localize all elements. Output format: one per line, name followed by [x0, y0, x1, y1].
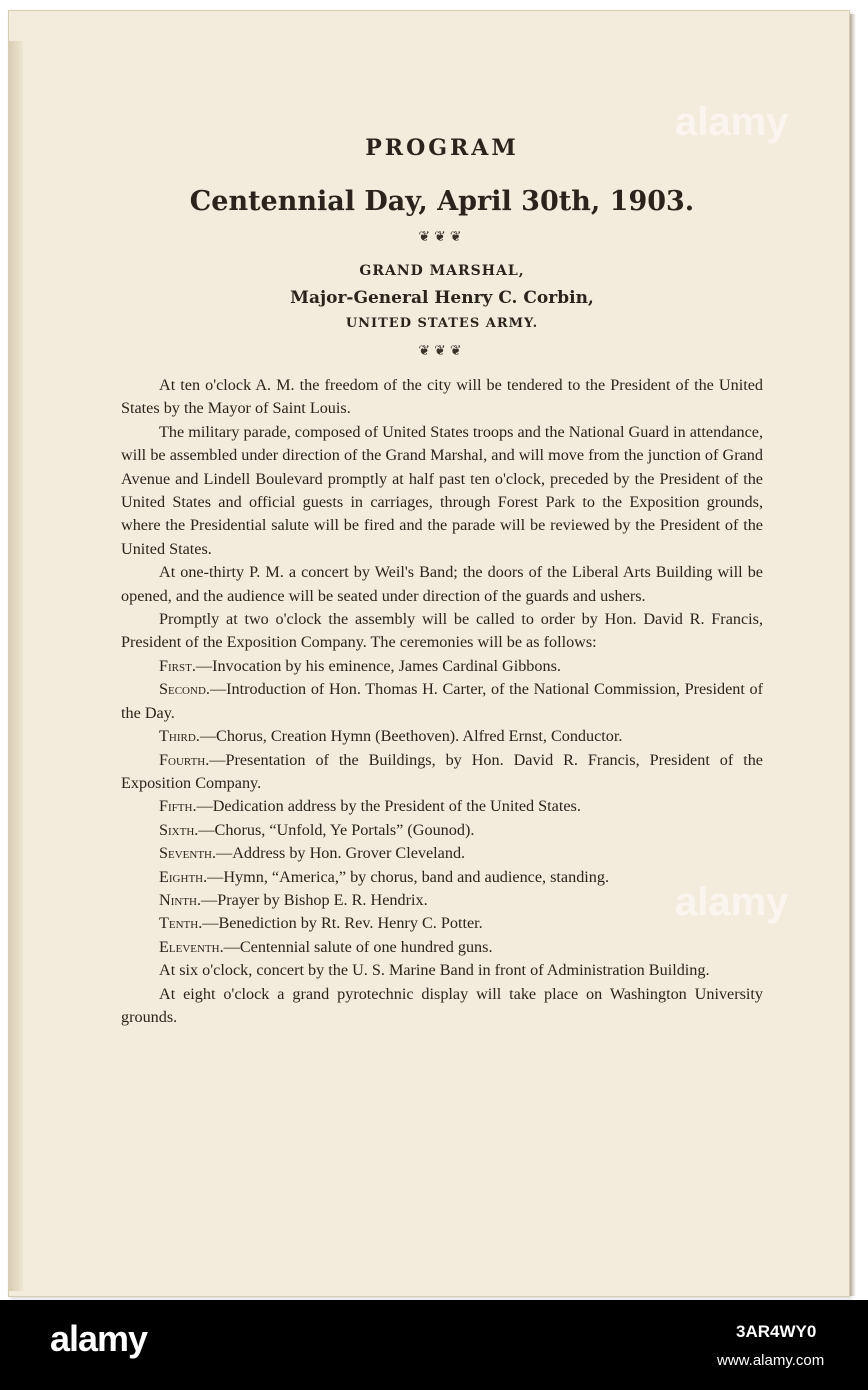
ceremony-ordinal: Third. [159, 727, 200, 746]
paragraph: At six o'clock, concert by the U. S. Marine Band in front of Administration Building. [159, 961, 710, 980]
ceremony-item [121, 678, 763, 725]
ceremony-ordinal: Fourth. [159, 750, 210, 769]
ceremony-text: —Prayer by Bishop E. R. Hendrix. [201, 890, 428, 909]
ceremony-item [121, 725, 763, 748]
program-body [121, 374, 763, 1029]
faint-watermark-logo: alamy [675, 100, 789, 144]
ceremony-text: —Introduction of Hon. Thomas H. Carter, of the National Commission, President of the Day. [121, 680, 763, 722]
ceremony-ordinal: Tenth. [159, 914, 203, 933]
ceremony-item [121, 936, 763, 959]
ceremony-ordinal: Second. [159, 680, 210, 699]
ceremony-item [121, 842, 763, 865]
ceremony-ordinal: First. [159, 656, 196, 675]
grand-marshal-name: Major-General Henry C. Corbin, [290, 288, 594, 308]
paragraph: At ten o'clock A. M. the freedom of the city will be tendered to the President of the United States by the Mayor of Saint Louis. [121, 376, 763, 418]
ceremony-text: —Benediction by Rt. Rev. Henry C. Potter. [202, 914, 483, 933]
ceremony-text: —Chorus, Creation Hymn (Beethoven). Alfred Ernst, Conductor. [199, 727, 623, 746]
paragraph: Promptly at two o'clock the assembly will be called to order by Hon. David R. Francis, President of the Exposition Company. The ceremonies will be as follows: [121, 610, 763, 652]
ceremony-ordinal: Fifth. [159, 797, 197, 816]
ceremony-ordinal: Eleventh. [159, 937, 224, 956]
grand-marshal-affiliation: UNITED STATES ARMY. [345, 316, 539, 331]
paragraph: At eight o'clock a grand pyrotechnic display will take place on Washington University grounds. [121, 984, 763, 1026]
grand-marshal-title: GRAND MARSHAL, [359, 263, 525, 279]
ceremony-item [121, 819, 763, 842]
date-title: Centennial Day, April 30th, 1903. [189, 186, 695, 217]
paragraph: The military parade, composed of United States troops and the National Guard in attendance, will be assembled under direction of the Grand Marshal, and will move from the junction of Grand Avenue and Lindell Boulevard promptly at half past ten o'clock, preceded by the President of the United States and official guests in carriages, through Forest Park to the Exposition grounds, where the Presidential salute will be fired and the parade will be reviewed by the President of the United States. [121, 422, 763, 558]
ceremony-text: —Invocation by his eminence, James Cardinal Gibbons. [195, 656, 561, 675]
ceremony-item [121, 912, 763, 935]
ceremony-ordinal: Sixth. [159, 820, 199, 839]
ceremony-text: —Centennial salute of one hundred guns. [223, 937, 493, 956]
ceremony-item [121, 795, 763, 818]
alamy-logo: alamy [50, 1318, 148, 1359]
ceremony-item [121, 655, 763, 678]
image-id-label: 3AR4WY0 [736, 1322, 817, 1341]
program-heading: PROGRAM [365, 135, 519, 161]
watermark-url: www.alamy.com [717, 1352, 825, 1369]
ornament-divider: ❦❦❦ [418, 344, 466, 359]
ceremony-text: —Presentation of the Buildings, by Hon. David R. Francis, President of the Exposition Company. [121, 750, 763, 792]
ceremony-ordinal: Eighth. [159, 867, 208, 886]
ceremony-text: —Dedication address by the President of the United States. [196, 797, 581, 816]
ceremony-item [121, 866, 763, 889]
ceremony-text: —Chorus, “Unfold, Ye Portals” (Gounod). [198, 820, 475, 839]
page-spine [9, 41, 23, 1291]
ceremony-ordinal: Ninth. [159, 890, 202, 909]
ceremony-item [121, 749, 763, 796]
ceremony-ordinal: Seventh. [159, 844, 217, 863]
ceremony-text: —Hymn, “America,” by chorus, band and audience, standing. [207, 867, 610, 886]
paragraph: At one-thirty P. M. a concert by Weil's Band; the doors of the Liberal Arts Building will be opened, and the audience will be seated under direction of the guards and ushers. [121, 563, 763, 605]
program-content [121, 130, 763, 1029]
faint-watermark-logo: alamy [675, 880, 789, 924]
ceremony-item [121, 889, 763, 912]
ornament-divider: ❦❦❦ [418, 230, 466, 245]
ceremony-text: —Address by Hon. Grover Cleveland. [216, 844, 466, 863]
